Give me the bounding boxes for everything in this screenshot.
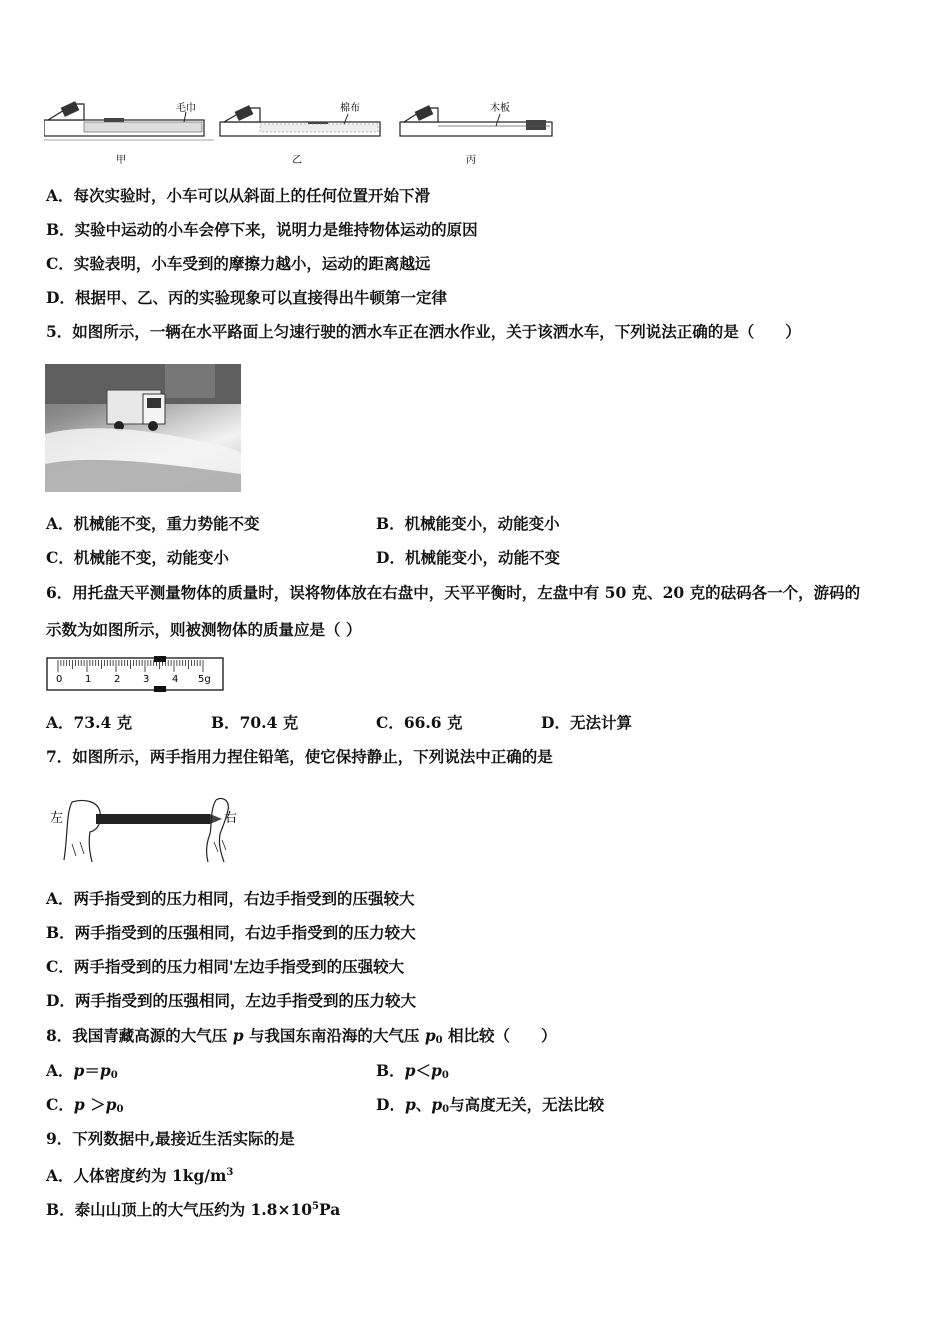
q7-stem: 7．如图所示，两手指用力捏住铅笔，使它保持静止，下列说法中正确的是 — [46, 747, 553, 766]
q8-option-d — [376, 1095, 604, 1120]
q7-option-b: B．两手指受到的压强相同，右边手指受到的压力较大 — [46, 923, 416, 942]
q8-c-p0: p — [105, 1095, 117, 1114]
q8-d-separator: 、 — [415, 1095, 432, 1114]
q5-option-a: A．机械能不变，重力势能不变 — [46, 514, 260, 533]
label-right: 右 — [224, 811, 238, 826]
q8-stem-part-b: 与我国东南沿海的大气压 — [243, 1026, 425, 1045]
q5-option-d: D．机械能变小，动能不变 — [376, 548, 560, 567]
ruler-label-3: 3 — [143, 674, 150, 685]
ruler-label-2: 2 — [114, 674, 121, 685]
label-cotton: 棉布 — [340, 103, 360, 114]
q5-stem: 5．如图所示，一辆在水平路面上匀速行驶的洒水车正在洒水作业，关于该洒水车，下列说法正确的是（ ） — [46, 322, 801, 341]
q7-option-a: A．两手指受到的压力相同，右边手指受到的压强较大 — [46, 889, 415, 908]
ruler-label-5g: 5g — [198, 674, 211, 685]
q6-option-c: C．66.6 克 — [376, 713, 463, 732]
q5-option-c: C．机械能不变，动能变小 — [46, 548, 229, 567]
q8-b-prefix: B． — [376, 1061, 405, 1080]
q8-d-p0: p — [431, 1095, 443, 1114]
q8-b-p: p — [404, 1061, 416, 1080]
pencil-fingers-figure — [46, 794, 242, 864]
setup-cotton — [220, 101, 380, 166]
sprinkler-truck-photo — [45, 364, 241, 492]
sprinkler-truck-illustration — [45, 364, 241, 492]
setup-towel — [44, 101, 214, 166]
q8-a-p0: p — [99, 1061, 111, 1080]
q5-option-b: B．机械能变小，动能变小 — [376, 514, 560, 533]
q6-option-a: A．73.4 克 — [46, 713, 133, 732]
q9-b-unit: Pa — [319, 1200, 341, 1219]
setup-board — [400, 101, 552, 166]
friction-experiment-figure — [44, 100, 556, 170]
q9-option-b — [46, 1197, 340, 1220]
q8-c-operator: ＞ — [84, 1095, 106, 1114]
q9-a-text: A．人体密度约为 1kg/m — [46, 1166, 227, 1185]
q8-b-p0: p — [430, 1061, 442, 1080]
q6-stem-line2: 示数为如图所示，则被测物体的质量应是（ ） — [46, 620, 362, 639]
q8-stem — [46, 1026, 557, 1051]
rider-top — [154, 656, 166, 662]
q8-symbol-p0: p — [424, 1026, 436, 1045]
q8-c-sub0: 0 — [116, 1104, 124, 1115]
q8-b-sub0: 0 — [441, 1070, 449, 1081]
q8-d-suffix: 与高度无关，无法比较 — [449, 1095, 605, 1114]
q8-a-p: p — [73, 1061, 85, 1080]
q9-a-superscript: 3 — [226, 1167, 234, 1178]
q9-b-superscript: 5 — [312, 1201, 319, 1212]
q8-stem-part-c: 相比较（ ） — [442, 1026, 557, 1045]
q8-symbol-p: p — [232, 1026, 244, 1045]
ruler-label-0: 0 — [56, 674, 63, 685]
q8-option-c — [46, 1095, 123, 1120]
q4-option-d: D．根据甲、乙、丙的实验现象可以直接得出牛顿第一定律 — [46, 288, 447, 307]
q8-c-p: p — [73, 1095, 85, 1114]
q9-option-a — [46, 1163, 233, 1186]
q4-option-a: A．每次实验时，小车可以从斜面上的任何位置开始下滑 — [46, 186, 431, 205]
q8-option-a — [46, 1061, 118, 1086]
q7-option-d: D．两手指受到的压强相同，左边手指受到的压力较大 — [46, 991, 416, 1010]
q8-a-operator: ＝ — [84, 1061, 100, 1080]
balance-beam-ruler-figure — [46, 656, 226, 696]
q6-option-d: D．无法计算 — [541, 713, 632, 732]
q8-b-operator: ＜ — [415, 1061, 431, 1080]
caption-jia: 甲 — [116, 155, 126, 166]
q8-a-prefix: A． — [46, 1061, 74, 1080]
q8-d-prefix: D． — [376, 1095, 405, 1114]
q6-option-b: B．70.4 克 — [211, 713, 299, 732]
caption-yi: 乙 — [292, 155, 302, 166]
q4-option-c: C．实验表明，小车受到的摩擦力越小，运动的距离越远 — [46, 254, 431, 273]
q8-c-prefix: C． — [46, 1095, 74, 1114]
q8-option-b — [376, 1061, 449, 1086]
q8-sub-0: 0 — [435, 1035, 443, 1046]
q8-a-sub0: 0 — [110, 1070, 118, 1081]
label-left: 左 — [50, 811, 64, 826]
ruler-label-4: 4 — [172, 674, 179, 685]
ruler-label-1: 1 — [85, 674, 92, 685]
label-towel: 毛巾 — [176, 103, 196, 114]
q9-stem: 9．下列数据中,最接近生活实际的是 — [46, 1129, 295, 1148]
q4-option-b: B．实验中运动的小车会停下来，说明力是维持物体运动的原因 — [46, 220, 478, 239]
caption-bing: 丙 — [466, 155, 476, 166]
q9-b-text: B．泰山山顶上的大气压约为 1.8×10 — [46, 1200, 313, 1219]
q8-stem-part-a: 8．我国青藏高源的大气压 — [46, 1026, 233, 1045]
rider-bottom — [154, 686, 166, 692]
q8-d-sub0: 0 — [442, 1104, 450, 1115]
label-board: 木板 — [490, 103, 510, 114]
q8-d-p: p — [404, 1095, 416, 1114]
q7-option-c: C．两手指受到的压力相同'左边手指受到的压强较大 — [46, 957, 405, 976]
q6-stem-line1: 6．用托盘天平测量物体的质量时，误将物体放在右盘中，天平平衡时，左盘中有 50 克、20 克的砝码各一个，游码的 — [46, 583, 861, 602]
